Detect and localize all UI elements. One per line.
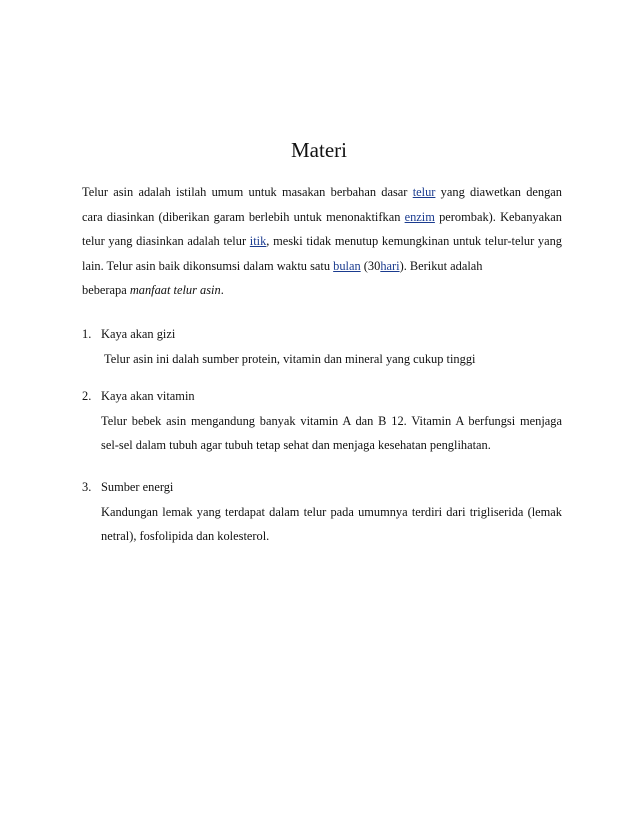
- body-line: Telur bebek asin mengandung banyak vitamin A dan B 12. Vitamin A berfungsi menjaga: [101, 413, 562, 428]
- intro-paragraph: [82, 180, 562, 303]
- emphasis-text: manfaat telur asin: [129, 283, 221, 297]
- paragraph-line: [82, 205, 562, 230]
- paragraph-line: [82, 254, 562, 279]
- link-bulan[interactable]: bulan: [333, 258, 361, 273]
- list-number: 3.: [82, 480, 92, 494]
- body-line: netral), fosfolipida dan kolesterol.: [101, 529, 270, 543]
- text-span: ). Berikut adalah: [399, 258, 483, 273]
- link-hari[interactable]: hari: [380, 258, 400, 273]
- list-heading-text: Kaya akan vitamin: [101, 389, 195, 403]
- body-line: sel-sel dalam tubuh agar tubuh tetap sehat dan menjaga kesehatan penglihatan.: [101, 438, 491, 452]
- text-span: Telur asin adalah istilah umum untuk masakan berbahan dasar: [82, 185, 413, 199]
- paragraph-line: [82, 180, 562, 205]
- text-span: , meski tidak menutup kemungkinan untuk telur-telur yang: [266, 234, 562, 248]
- paragraph-line: [82, 278, 562, 303]
- list-item-body: [82, 500, 562, 549]
- list-number: 2.: [82, 389, 92, 403]
- list-item-body: [82, 409, 562, 458]
- list-item: [82, 475, 562, 549]
- list-item-heading: [82, 322, 562, 347]
- body-line: Telur asin ini dalah sumber protein, vitamin dan mineral yang cukup tinggi: [104, 351, 476, 366]
- link-enzim[interactable]: enzim: [404, 209, 435, 224]
- text-span: telur yang diasinkan adalah telur: [82, 234, 250, 248]
- list-item-heading: [82, 384, 562, 409]
- text-span: lain. Telur asin baik dikonsumsi dalam waktu satu: [82, 258, 334, 273]
- body-line: Kandungan lemak yang terdapat dalam telur pada umumnya terdiri dari trigliserida (lemak: [101, 504, 562, 519]
- list-number: 1.: [82, 327, 92, 341]
- paragraph-line: [82, 229, 562, 254]
- link-itik[interactable]: itik: [249, 234, 267, 248]
- text-span: yang diawetkan dengan: [435, 185, 562, 199]
- list-item-heading: [82, 475, 562, 500]
- text-span: beberapa: [82, 283, 130, 297]
- text-span: (30: [360, 258, 381, 273]
- list-heading-text: Kaya akan gizi: [101, 327, 176, 341]
- list-item: [82, 384, 562, 458]
- text-span: .: [220, 283, 224, 297]
- text-span: cara diasinkan (diberikan garam berlebih untuk menonaktifkan: [82, 209, 405, 224]
- list-item-body: [82, 347, 562, 372]
- list-heading-text: Sumber energi: [101, 480, 174, 494]
- page-title: Materi: [291, 138, 347, 162]
- list-item: [82, 322, 562, 371]
- text-span: perombak). Kebanyakan: [434, 209, 563, 224]
- link-telur[interactable]: telur: [412, 185, 436, 199]
